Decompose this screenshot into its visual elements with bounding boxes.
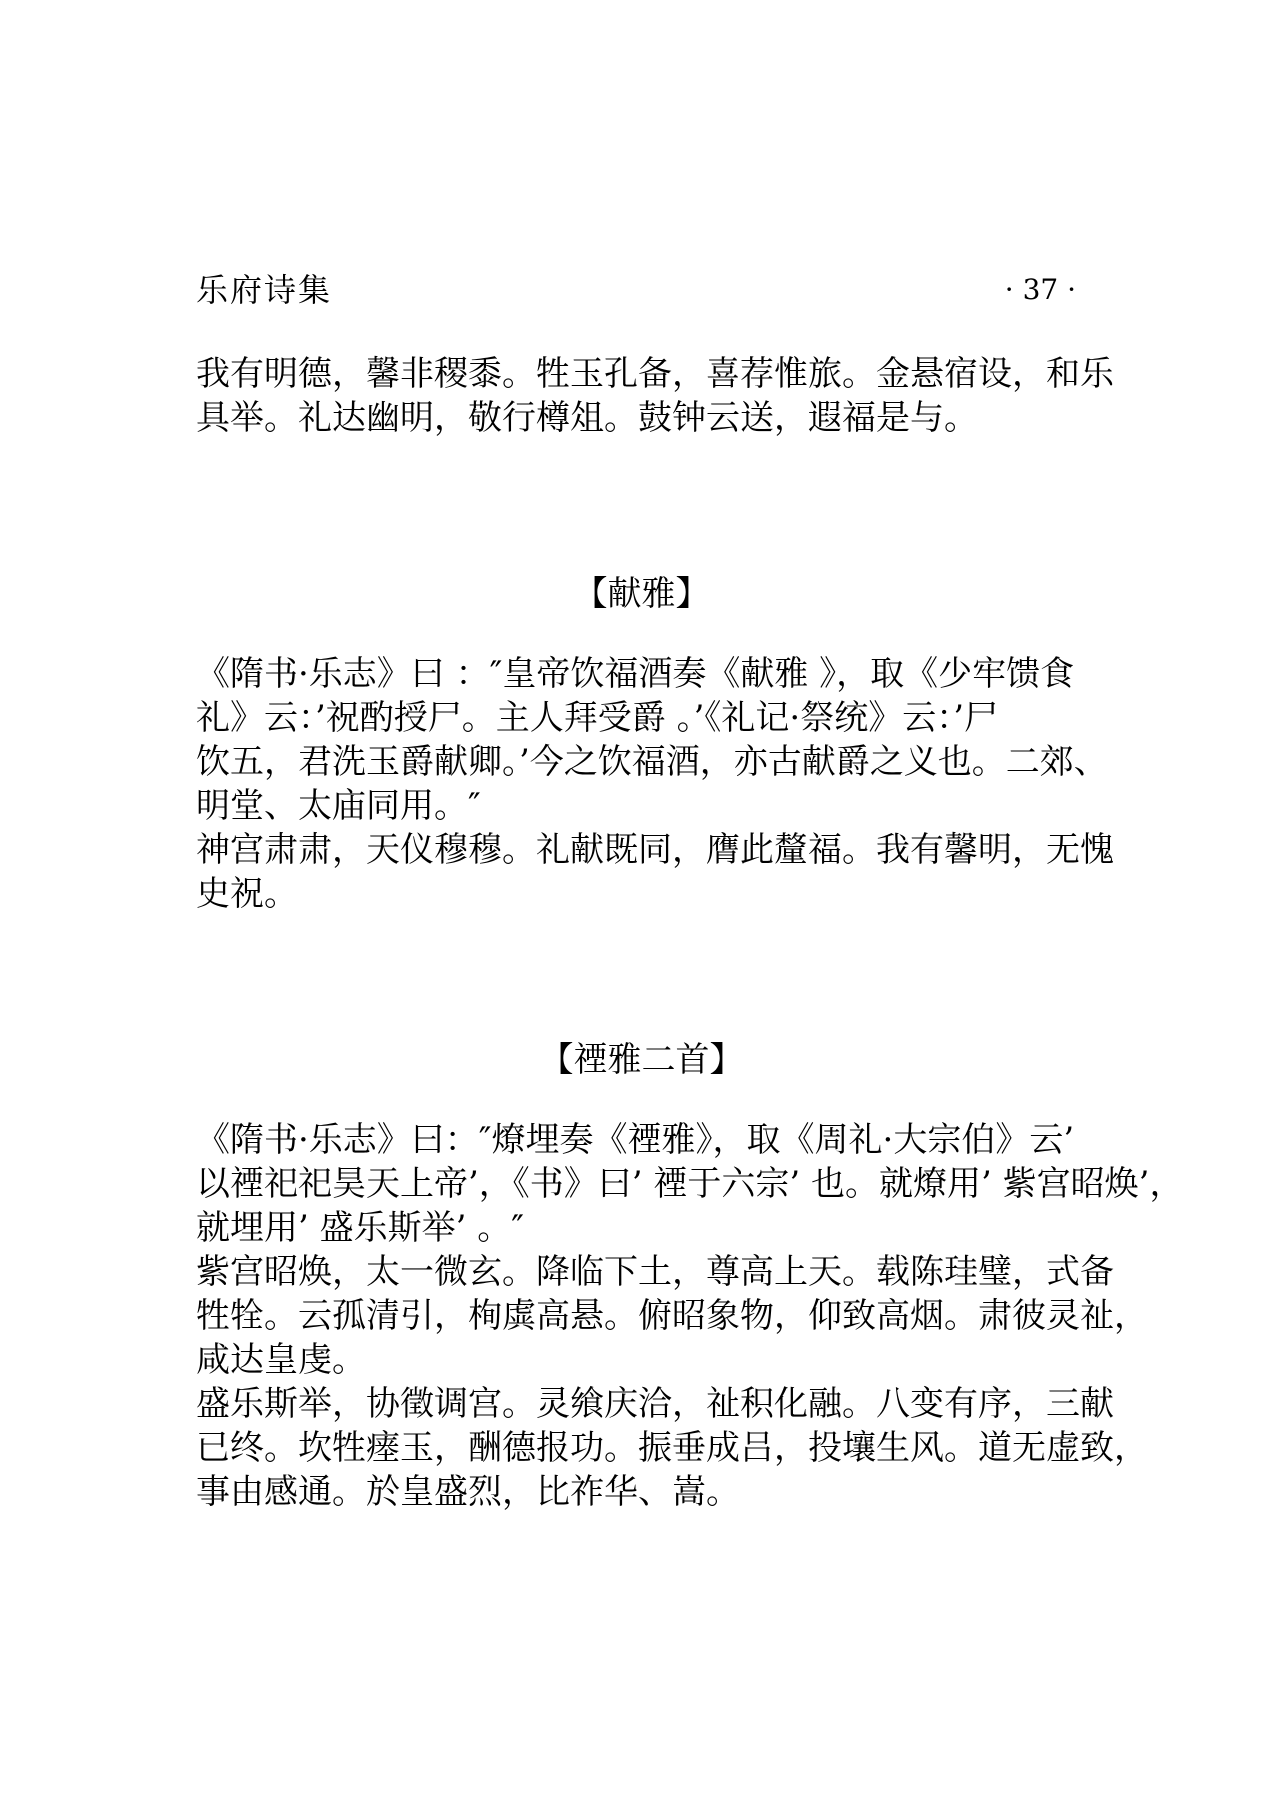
section-body-yinya (196, 1118, 1184, 1514)
text-line: 盛乐斯举，协徵调宫。灵飨庆洽，祉积化融。八变有序，三献 (196, 1384, 1114, 1424)
text-line: 咸达皇虔。 (196, 1340, 366, 1380)
text-line: 礼》云：’祝酌授尸。主人拜受爵 。’《礼记·祭统》云：’尸 (196, 698, 999, 738)
text-line: 已终。坎牲瘗玉，酬德报功。振垂成吕，投壤生风。道无虚致， (196, 1428, 1148, 1468)
intro-poem (196, 352, 1126, 440)
text-line: 神宫肃肃，天仪穆穆。礼献既同，膺此釐福。我有馨明，无愧 (196, 830, 1114, 870)
text-line: 就埋用’ 盛乐斯举’ 。″ (196, 1208, 524, 1248)
text-line: 具举。礼达幽明，敬行樽俎。鼓钟云送，遐福是与。 (196, 398, 978, 438)
text-line: 牲牷。云孤清引，栒虡高悬。俯昭象物，仰致高烟。肃彼灵祉， (196, 1296, 1148, 1336)
section-heading-xianya: 【献雅】 (573, 574, 710, 614)
text-line: 紫宫昭焕，太一微玄。降临下土，尊高上天。载陈珪璧，式备 (196, 1252, 1114, 1292)
text-line: 《隋书·乐志》曰：″燎埋奏《禋雅》，取《周礼·大宗伯》云’ (196, 1120, 1075, 1160)
text-line: 饮五，君洗玉爵献卿。’今之饮福酒，亦古献爵之义也。二郊、 (196, 742, 1108, 782)
running-header (196, 268, 1076, 312)
text-line: 以禋祀祀昊天上帝’，《书》曰’ 禋于六宗’ 也。就燎用’ 紫宫昭焕’， (196, 1164, 1184, 1204)
text-line: 明堂、太庙同用。″ (196, 786, 481, 826)
section-body-xianya (196, 652, 1126, 916)
page-number: · 37 · (1004, 273, 1076, 306)
text-line: 事由感通。於皇盛烈，比祚华、嵩。 (196, 1472, 740, 1512)
book-title: 乐府诗集 (196, 271, 333, 309)
section-heading-yinya: 【禋雅二首】 (539, 1040, 744, 1080)
text-line: 《隋书·乐志》曰 ：″皇帝饮福酒奏《献雅 》，取《少牢馈食 (196, 654, 1075, 694)
text-line: 我有明德，馨非稷黍。牲玉孔备，喜荐惟旅。金悬宿设，和乐 (196, 354, 1114, 394)
text-line: 史祝。 (196, 874, 298, 914)
